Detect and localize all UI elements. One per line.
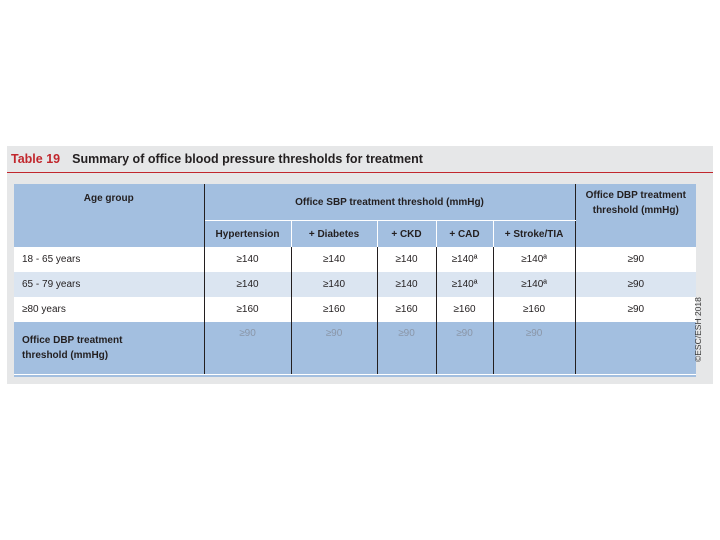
row-age-label: 18 - 65 years: [14, 247, 204, 272]
footer-row: [14, 322, 696, 374]
cell-value: ≥140: [204, 247, 291, 272]
header-ckd: + CKD: [377, 221, 436, 248]
cell-value: ≥140ª: [436, 272, 493, 297]
table-title: Summary of office blood pressure thresholds for treatment: [72, 152, 423, 166]
header-hypertension: Hypertension: [204, 221, 291, 248]
row-age-label: 65 - 79 years: [14, 272, 204, 297]
cell-value: ≥140ª: [493, 247, 575, 272]
cell-value: ≥140: [291, 247, 377, 272]
cell-value: ≥140: [291, 272, 377, 297]
footer-value-text: ≥90: [525, 328, 543, 339]
cell-value: ≥140: [204, 272, 291, 297]
cell-dbp: ≥90: [575, 297, 696, 322]
header-age-group: Age group: [14, 184, 204, 247]
header-sbp-threshold: Office SBP treatment threshold (mmHg): [204, 184, 575, 221]
footer-value-text: ≥90: [239, 328, 256, 339]
footer-value: [291, 322, 377, 374]
footer-value-text: ≥90: [325, 328, 343, 339]
header-dbp-threshold: Office DBP treatment threshold (mmHg): [575, 184, 696, 247]
cell-value: ≥140: [377, 247, 436, 272]
cell-value: ≥160: [204, 297, 291, 322]
threshold-table: [14, 184, 696, 377]
footer-value: [493, 322, 575, 374]
cell-value: ≥140: [377, 272, 436, 297]
table-row: [14, 272, 696, 297]
cell-value: ≥160: [493, 297, 575, 322]
footer-value-text: ≥90: [398, 328, 415, 339]
footer-label-line1: Office DBP treatment: [22, 335, 123, 346]
table-figure: [7, 146, 713, 384]
footer-value: [204, 322, 291, 374]
table-row: [14, 297, 696, 322]
footer-value-text: ≥90: [456, 328, 473, 339]
table-row: [14, 247, 696, 272]
row-age-label: ≥80 years: [14, 297, 204, 322]
copyright-credit: ©ESC/ESH 2018: [693, 297, 703, 362]
footer-label-line2: threshold (mmHg): [22, 350, 109, 361]
cell-value: ≥160: [436, 297, 493, 322]
cell-dbp: ≥90: [575, 272, 696, 297]
footer-label: [14, 322, 204, 374]
table-number: Table 19: [11, 152, 61, 166]
table-caption: [11, 150, 423, 168]
footer-value: [436, 322, 493, 374]
footer-empty-cell: [575, 322, 696, 374]
cell-value: ≥140ª: [436, 247, 493, 272]
cell-value: ≥160: [377, 297, 436, 322]
cell-dbp: ≥90: [575, 247, 696, 272]
footer-value: [377, 322, 436, 374]
header-cad: + CAD: [436, 221, 493, 248]
header-diabetes: + Diabetes: [291, 221, 377, 248]
header-stroke-tia: + Stroke/TIA: [493, 221, 575, 248]
cell-value: ≥140ª: [493, 272, 575, 297]
cell-value: ≥160: [291, 297, 377, 322]
caption-rule: [7, 172, 713, 173]
